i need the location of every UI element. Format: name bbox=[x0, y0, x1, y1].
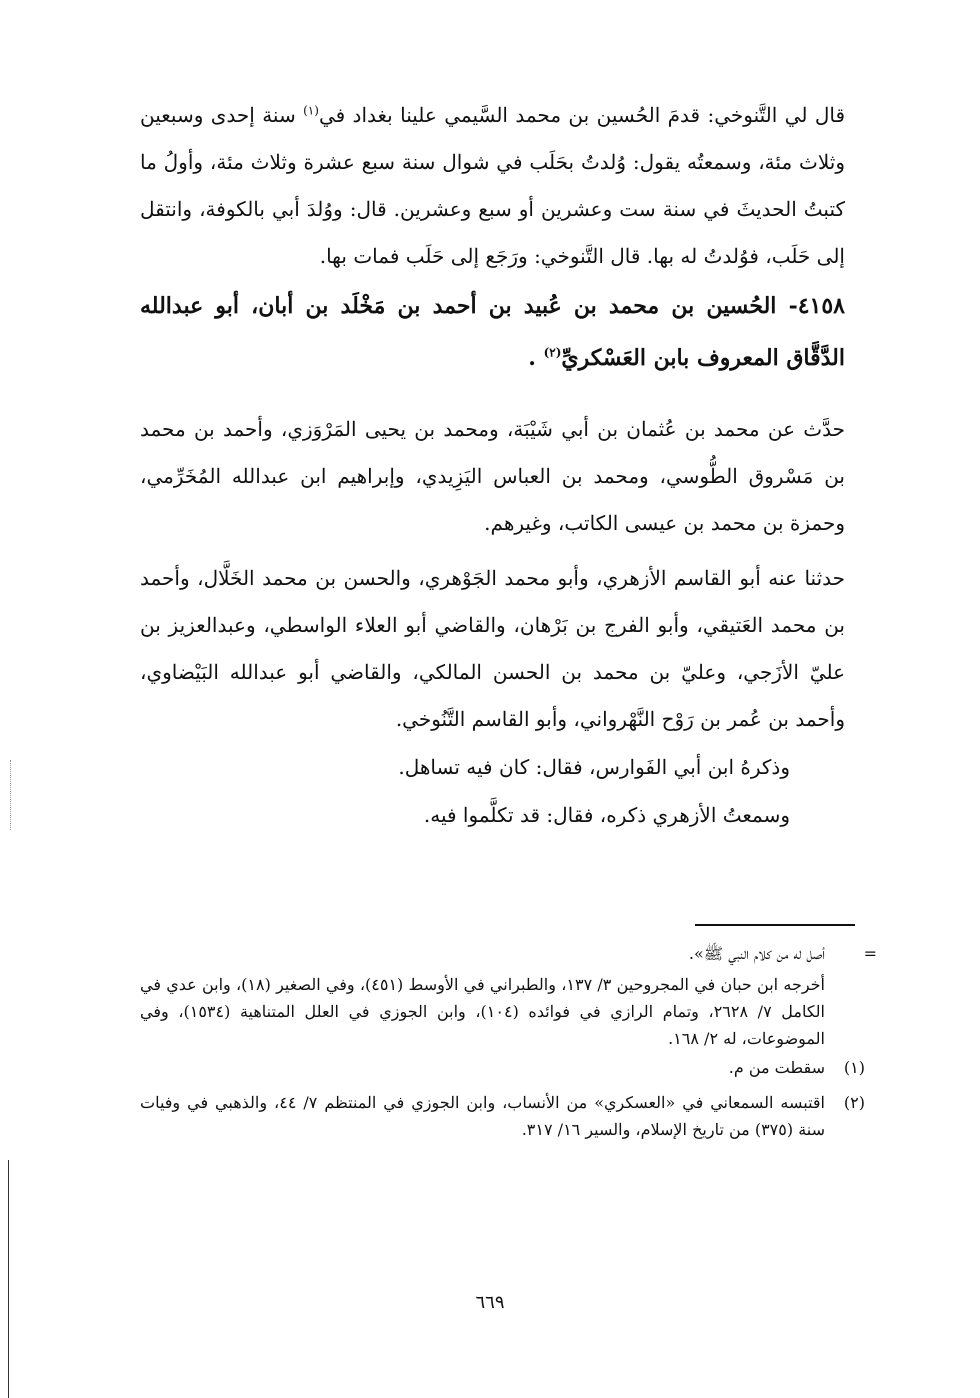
margin-dots bbox=[10, 760, 11, 830]
paragraph-1-text-end: سنة إحدى وسبعين وثلاث مئة، وسمعتُه يقول: وُلدتُ بحَلَب في شوال سنة سبع عشرة وثلاث مئة، وأولُ ما كتبتُ الحديثَ في سنة ست وعشرين أو سبع وعشرين. قال: ووُلدَ أبي بالكوفة، وانتقل إلى حَلَب، فوُلدتُ له بها. قال التَّنوخي: ورَجَع إلى حَلَب فمات بها. bbox=[140, 103, 845, 268]
continuation-marker: = bbox=[863, 944, 877, 963]
footnote-2-marker: (٢) bbox=[843, 1093, 865, 1112]
entry-heading-end: . bbox=[528, 345, 544, 371]
footnote-1-marker: (١) bbox=[843, 1058, 865, 1077]
paragraph-4: وذكرهُ ابن أبي الفَوارس، فقال: كان فيه تساهل. bbox=[398, 755, 790, 779]
paragraph-1 bbox=[140, 92, 845, 280]
paragraph-1-text: قال لي التَّنوخي: قدمَ الحُسين بن محمد السَّيمي علينا بغداد في bbox=[318, 103, 846, 127]
margin-edge-line bbox=[8, 1160, 9, 1398]
paragraph-5: وسمعتُ الأزهري ذكره، فقال: قد تكلَّموا فيه. bbox=[423, 803, 790, 827]
paragraph-3: حدثنا عنه أبو القاسم الأزهري، وأبو محمد الجَوْهري، والحسن بن محمد الخَلَّال، وأحمد بن محمد العَتيقي، وأبو الفرج بن بَرْهان، والقاضي أبو العلاء الواسطي، وعبدالعزيز بن عليّ الأزَجي، وعليّ بن محمد بن الحسن المالكي، والقاضي أبو عبدالله البَيْضاوي، وأحمد بن عُمر بن رَوْح النَّهْرواني، وأبو القاسم التَّنُوخي. bbox=[140, 566, 846, 731]
main-text bbox=[140, 92, 845, 839]
footnote-continuation-paragraph: أخرجه ابن حبان في المجروحين ٣/ ١٣٧، والطبراني في الأوسط (٤٥١)، وفي الصغير (١٨)، وابن عدي في الكامل ٧/ ٢٦٢٨، وتمام الرازي في فوائده (١٠٤)، وابن الجوزي في العلل المتناهية (١٥٣٤)، وفي الموضوعات، له ٢/ ١٦٨. bbox=[140, 975, 826, 1048]
continuation-line: أصل له من كلام النبي ﷺ». bbox=[688, 944, 825, 963]
footnote-continuation bbox=[140, 940, 877, 967]
footnote-1 bbox=[140, 1054, 865, 1081]
footnote-2-text: اقتبسه السمعاني في «العسكري» من الأنساب، وابن الجوزي في المنتظم ٧/ ٤٤، والذهبي في وفيات سنة (٣٧٥) من تاريخ الإسلام، والسير ١٦/ ٣١٧. bbox=[140, 1093, 825, 1139]
footnote-separator bbox=[695, 924, 855, 926]
footnote-ref-1[interactable]: (١) bbox=[303, 103, 319, 118]
entry-heading-text: ٤١٥٨- الحُسين بن محمد بن عُبيد بن أحمد بن مَخْلَد بن أبان، أبو عبدالله الدَّقَّاق المعروف بابن العَسْكريِّ bbox=[140, 293, 845, 371]
footnote-ref-2[interactable]: (٢) bbox=[543, 345, 562, 360]
footnotes-section bbox=[140, 940, 877, 1143]
entry-heading bbox=[140, 280, 845, 384]
footnote-1-text: سقطت من م. bbox=[728, 1058, 825, 1077]
paragraph-2: حدَّث عن محمد بن عُثمان بن أبي شَيْبَة، ومحمد بن يحيى المَرْوَزي، وأحمد بن محمد بن مَسْروق الطُّوسي، ومحمد بن العباس اليَزِيدي، وإبراهيم ابن عبدالله المُخَرِّمي، وحمزة بن محمد بن عيسى الكاتب، وغيرهم. bbox=[140, 417, 845, 535]
page-number: ٦٦٩ bbox=[475, 1292, 505, 1313]
footnote-2 bbox=[140, 1089, 865, 1143]
